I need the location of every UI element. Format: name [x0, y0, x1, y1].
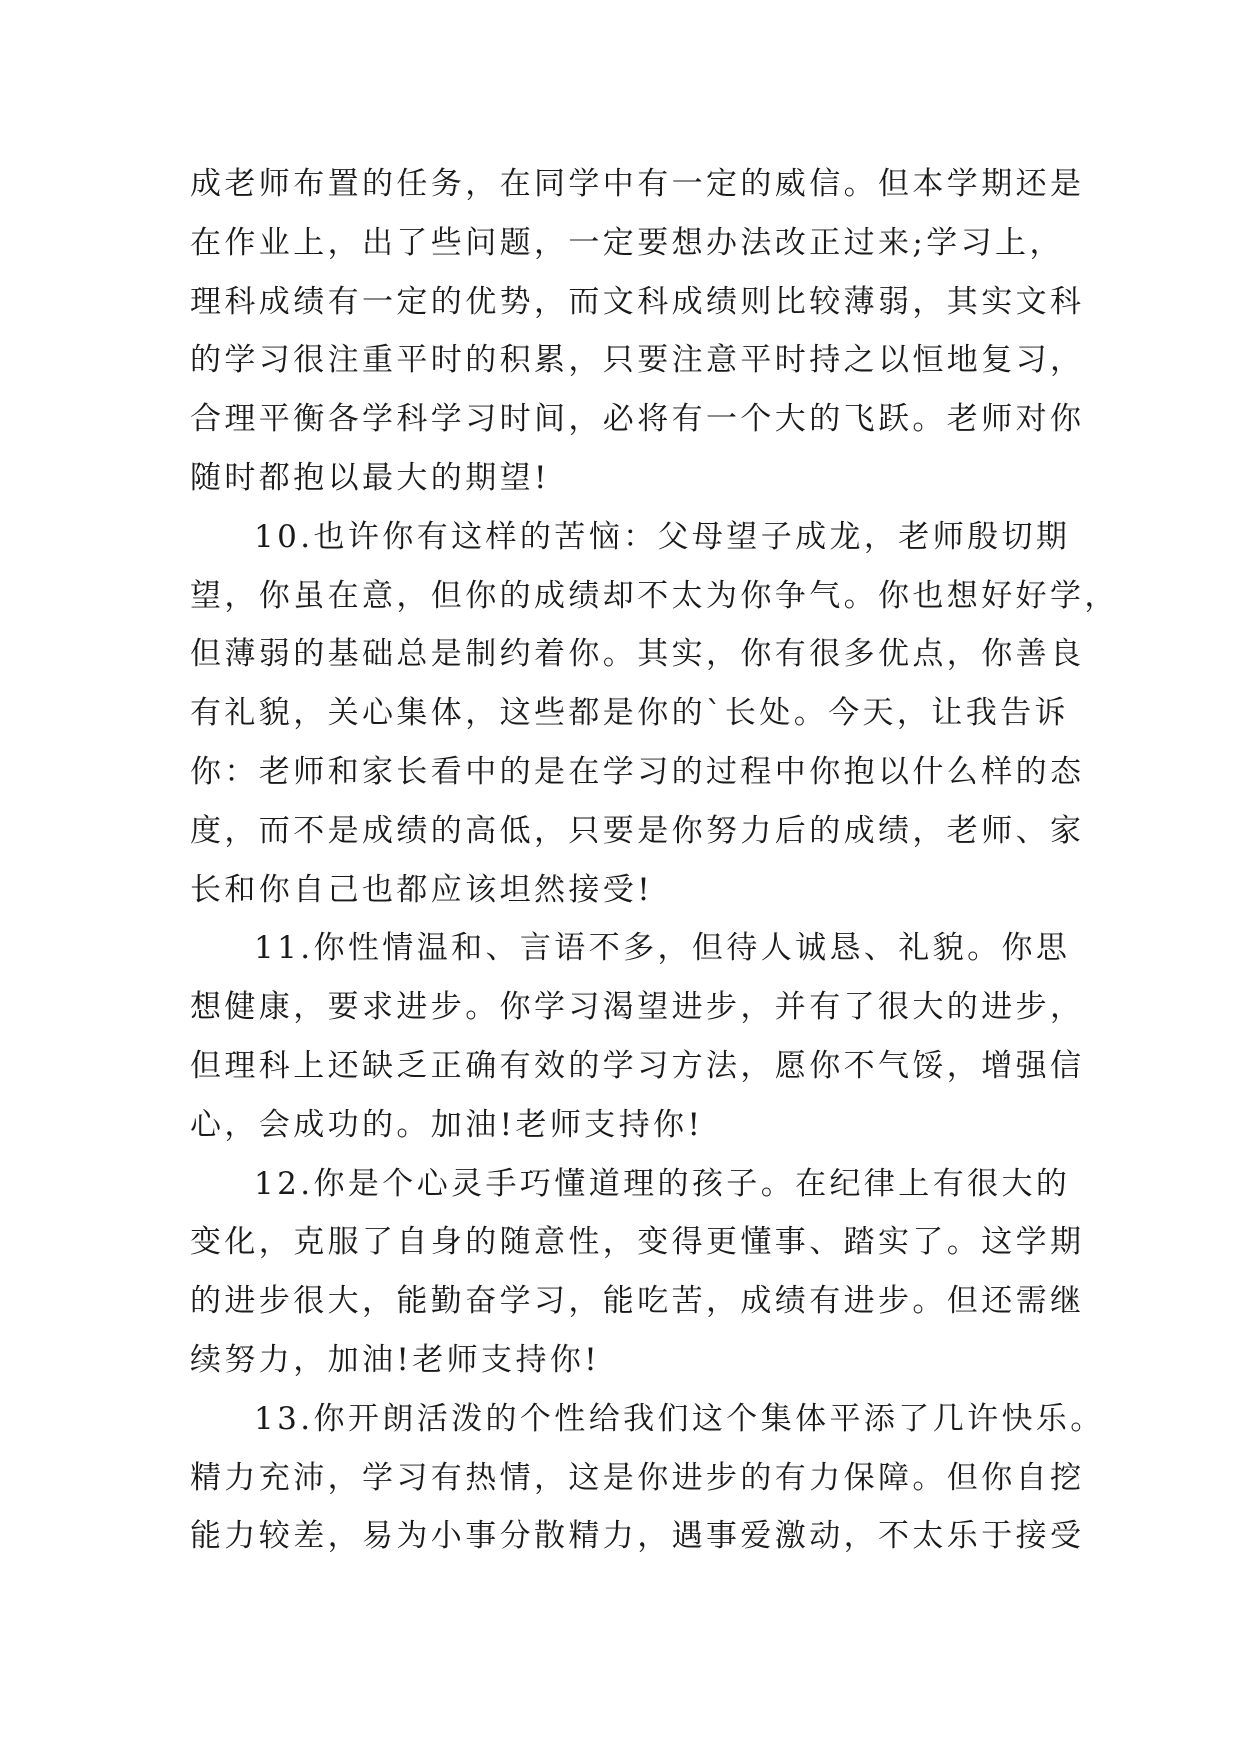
text-line: 续努力，加油!老师支持你!	[190, 1341, 601, 1378]
text-line: 随时都抱以最大的期望!	[190, 459, 550, 496]
text-line: 你：老师和家长看中的是在学习的过程中你抱以什么样的态	[190, 753, 1085, 790]
paragraph-11-start: 11.你性情温和、言语不多，但待人诚恳、礼貌。你思	[254, 930, 1071, 967]
text-line: 望，你虽在意，但你的成绩却不太为你争气。你也想好好学，	[190, 577, 1119, 614]
text-line: 精力充沛，学习有热情，这是你进步的有力保障。但你自挖	[190, 1459, 1085, 1496]
text-line: 在作业上，出了些问题，一定要想办法改正过来;学习上，	[190, 224, 1064, 261]
paragraph-12-start: 12.你是个心灵手巧懂道理的孩子。在纪律上有很大的	[254, 1165, 1071, 1202]
text-line: 变化，克服了自身的随意性，变得更懂事、踏实了。这学期	[190, 1224, 1085, 1261]
document-body	[190, 155, 1119, 1566]
text-line: 能力较差，易为小事分散精力，遇事爱激动，不太乐于接受	[190, 1518, 1085, 1555]
text-line: 但薄弱的基础总是制约着你。其实，你有很多优点，你善良	[190, 636, 1085, 673]
text-line: 成老师布置的任务，在同学中有一定的威信。但本学期还是	[190, 166, 1085, 202]
text-line: 度，而不是成绩的高低，只要是你努力后的成绩，老师、家	[190, 812, 1085, 849]
text-line: 的学习很注重平时的积累，只要注意平时持之以恒地复习，	[190, 342, 1085, 379]
text-line: 但理科上还缺乏正确有效的学习方法，愿你不气馁，增强信	[190, 1047, 1085, 1084]
text-line: 合理平衡各学科学习时间，必将有一个大的飞跃。老师对你	[190, 401, 1085, 438]
text-line: 长和你自己也都应该坦然接受!	[190, 871, 654, 908]
text-line: 理科成绩有一定的优势，而文科成绩则比较薄弱，其实文科	[190, 283, 1085, 320]
paragraph-10-start: 10.也许你有这样的苦恼：父母望子成龙，老师殷切期	[254, 518, 1071, 555]
text-line: 心，会成功的。加油!老师支持你!	[190, 1106, 704, 1143]
text-line: 想健康，要求进步。你学习渴望进步，并有了很大的进步，	[190, 989, 1085, 1026]
text-line: 有礼貌，关心集体，这些都是你的`长处。今天，让我告诉	[190, 695, 1069, 732]
paragraph-13-start: 13.你开朗活泼的个性给我们这个集体平添了几许快乐。	[254, 1400, 1105, 1437]
text-line: 的进步很大，能勤奋学习，能吃苦，成绩有进步。但还需继	[190, 1283, 1085, 1320]
